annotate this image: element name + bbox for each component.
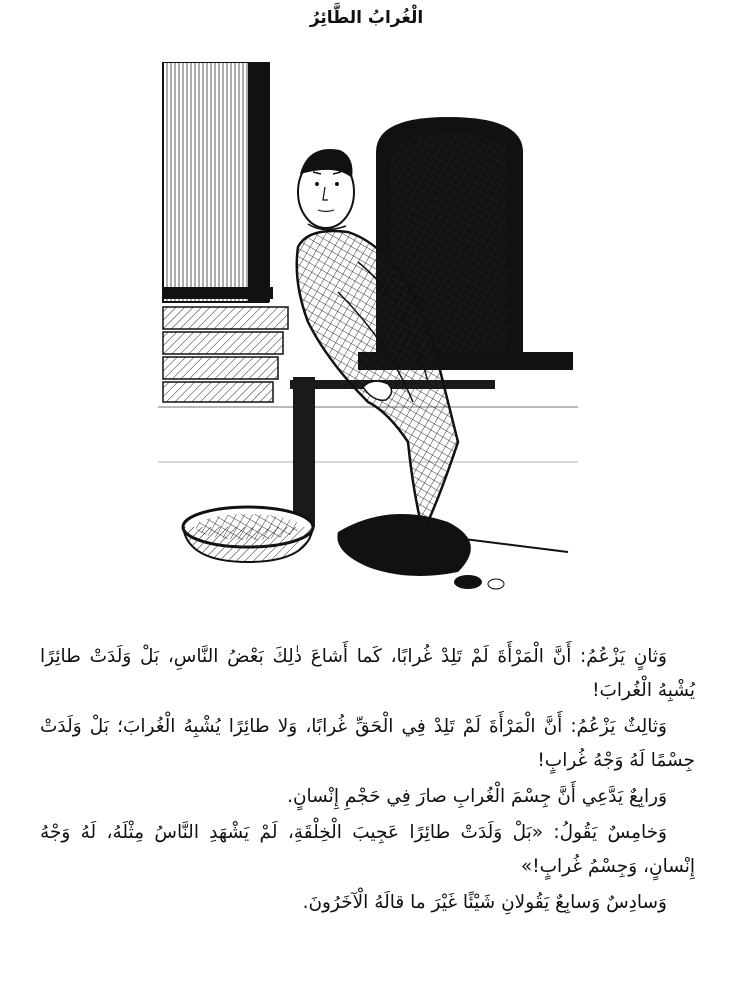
illustration-boy-bird xyxy=(158,62,578,602)
paragraph: وَخامِسٌ يَقُولُ: «بَلْ وَلَدَتْ طائِرًا عَجِيبَ الْخِلْقَةِ، لَمْ يَشْهَدِ النَّاسُ مِثْلَهُ، لَهُ وَجْهُ إِنْسانٍ، وَجِسْمُ غُرابٍ!» xyxy=(40,822,695,877)
paragraph: وَسادِسٌ وَسابِعٌ يَقُولانِ شَيْئًا غَيْرَ ما قالَهُ الْآخَرُونَ. xyxy=(302,892,667,913)
paragraph: وَرابِعٌ يَدَّعِي أَنَّ جِسْمَ الْغُرابِ صارَ فِي حَجْمِ إِنْسانٍ. xyxy=(287,786,667,807)
paragraph: وَثالِثٌ يَزْعُمُ: أَنَّ الْمَرْأَةَ لَمْ تَلِدْ فِي الْحَقِّ غُرابًا، وَلا طائِرًا يُشْبِهُ الْغُرابَ؛ بَلْ وَلَدَتْ جِسْمًا لَهُ وَجْهُ غُرابٍ! xyxy=(40,716,695,771)
story-text xyxy=(40,640,695,922)
paragraph: وَثانٍ يَزْعُمُ: أَنَّ الْمَرْأَةَ لَمْ تَلِدْ غُرابًا، كَما أَشاعَ ذٰلِكَ بَعْضُ النَّاسِ، بَلْ وَلَدَتْ طائِرًا يُشْبِهُ الْغُرابَ! xyxy=(40,646,695,701)
page-title: الْغُرابُ الطَّائِرُ xyxy=(309,8,424,28)
